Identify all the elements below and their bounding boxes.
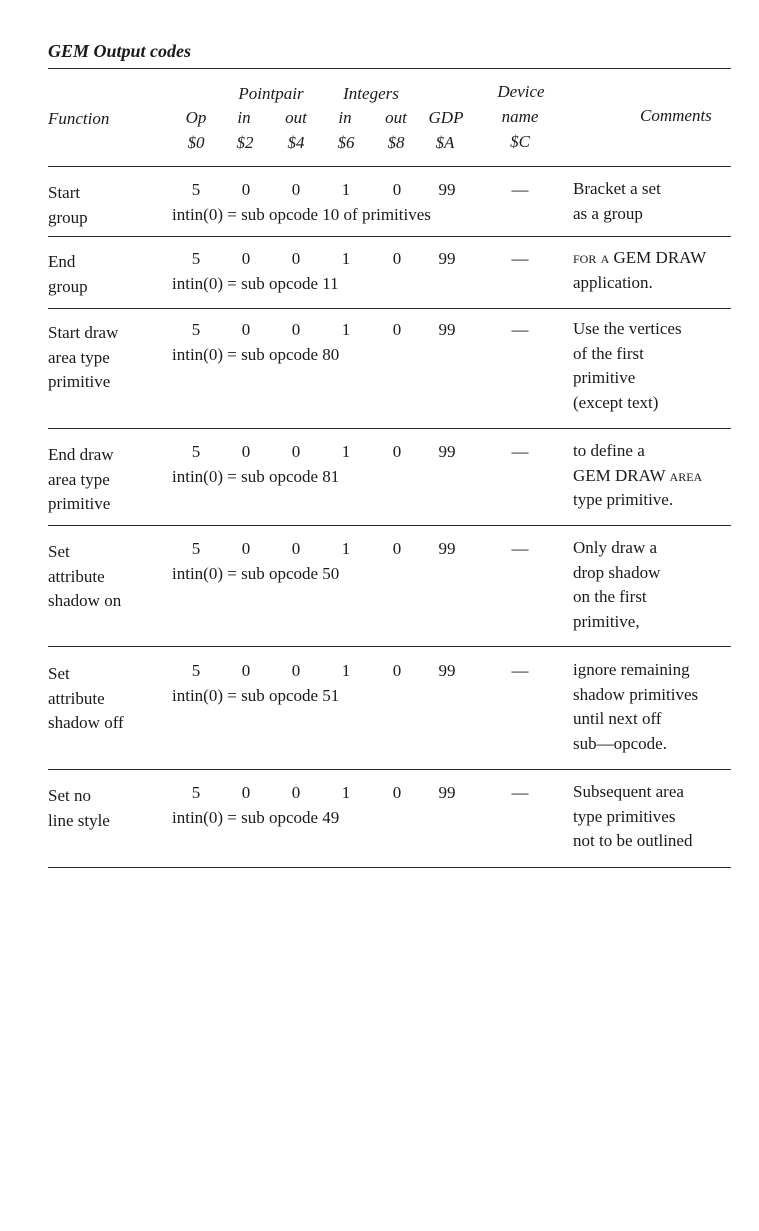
comments xyxy=(573,317,682,415)
page-title: GEM Output codes xyxy=(48,41,192,61)
cell-device: — xyxy=(511,442,529,461)
cell-pp-out: 0 xyxy=(291,249,301,268)
function-name-line: primitive xyxy=(48,372,111,391)
row-rule xyxy=(48,308,731,309)
cell-pp-out: 0 xyxy=(291,783,301,802)
sub-opcode: intin(0) = sub opcode 10 of primitives xyxy=(172,205,431,224)
comment-line: type primitive. xyxy=(573,490,674,509)
comments xyxy=(573,439,702,513)
cell-int-out: 0 xyxy=(392,539,402,558)
cell-int-in: 1 xyxy=(341,661,351,680)
header-comments: Comments xyxy=(640,106,712,125)
comment-line: application. xyxy=(573,272,653,292)
cell-gdp: 99 xyxy=(438,661,456,680)
comment-line: Subsequent area xyxy=(573,782,684,801)
function-name-line: End xyxy=(48,252,76,271)
header-op-code: $0 xyxy=(187,133,205,152)
comment-line: sub—opcode. xyxy=(573,733,667,753)
comment-line: as a group xyxy=(573,203,643,223)
comment-line: not to be outlined xyxy=(573,831,693,850)
function-name-line: area type xyxy=(48,469,110,489)
cell-pp-out: 0 xyxy=(291,539,301,558)
header-pointpair-in-code: $2 xyxy=(236,133,254,152)
cell-int-in: 1 xyxy=(341,783,351,802)
cell-int-out: 0 xyxy=(392,783,402,802)
cell-gdp: 99 xyxy=(438,539,456,558)
header-device-name: name xyxy=(501,107,539,126)
cell-int-in: 1 xyxy=(341,249,351,268)
header-integers-out-code: $8 xyxy=(387,133,405,152)
header-device: Device xyxy=(497,82,545,101)
cell-pp-out: 0 xyxy=(291,442,301,461)
function-name-line: group xyxy=(48,276,88,296)
function-name xyxy=(48,181,88,230)
sub-opcode: intin(0) = sub opcode 50 xyxy=(172,564,340,583)
cell-int-out: 0 xyxy=(392,442,402,461)
cell-gdp: 99 xyxy=(438,249,456,268)
header-pointpair-out: out xyxy=(285,108,307,127)
comments xyxy=(573,177,661,226)
header-integers-in: in xyxy=(338,108,352,127)
comment-line: type primitives xyxy=(573,806,676,826)
cell-pp-in: 0 xyxy=(241,249,251,268)
cell-pp-in: 0 xyxy=(241,783,251,802)
comment-line: (except text) xyxy=(573,392,659,412)
cell-gdp: 99 xyxy=(438,320,456,339)
row-rule xyxy=(48,428,731,429)
function-name-line: area type xyxy=(48,347,110,367)
cell-device: — xyxy=(511,249,529,268)
cell-op: 5 xyxy=(191,320,201,339)
row-rule xyxy=(48,525,731,526)
header-integers-in-code: $6 xyxy=(337,133,355,152)
cell-int-in: 1 xyxy=(341,539,351,558)
cell-device: — xyxy=(511,180,529,199)
cell-pp-in: 0 xyxy=(241,180,251,199)
function-name-line: Start draw xyxy=(48,323,119,342)
cell-int-out: 0 xyxy=(392,249,402,268)
function-name xyxy=(48,443,114,517)
function-name-line: Start xyxy=(48,183,81,202)
function-name-line: shadow off xyxy=(48,713,124,732)
comment-line: ignore remaining xyxy=(573,660,690,679)
cell-int-in: 1 xyxy=(341,180,351,199)
comment-line: primitive, xyxy=(573,611,640,631)
sub-opcode: intin(0) = sub opcode 49 xyxy=(172,808,340,827)
cell-pp-in: 0 xyxy=(241,661,251,680)
cell-op: 5 xyxy=(191,442,201,461)
comment-line: Use the vertices xyxy=(573,319,682,338)
header-pointpair: Pointpair xyxy=(238,84,304,103)
function-name-line: Set xyxy=(48,542,70,561)
cell-int-out: 0 xyxy=(392,661,402,680)
function-name-line: Set xyxy=(48,664,70,683)
header-rule xyxy=(48,166,731,167)
row-rule xyxy=(48,646,731,647)
sub-opcode: intin(0) = sub opcode 51 xyxy=(172,686,340,705)
cell-op: 5 xyxy=(191,783,201,802)
cell-gdp: 99 xyxy=(438,442,456,461)
function-name-line: group xyxy=(48,207,88,227)
cell-int-out: 0 xyxy=(392,180,402,199)
cell-device: — xyxy=(511,320,529,339)
header-function: Function xyxy=(48,109,110,128)
comment-line: shadow primitives xyxy=(573,684,699,704)
row-rule xyxy=(48,236,731,237)
sub-opcode: intin(0) = sub opcode 11 xyxy=(172,274,339,293)
row-rule xyxy=(48,769,731,770)
function-name xyxy=(48,784,110,833)
comment-line: primitive xyxy=(573,368,636,387)
cell-int-in: 1 xyxy=(341,320,351,339)
cell-pp-out: 0 xyxy=(291,320,301,339)
function-name xyxy=(48,662,124,736)
function-name-line: primitive xyxy=(48,494,111,513)
function-name-line: shadow on xyxy=(48,591,122,610)
cell-pp-in: 0 xyxy=(241,539,251,558)
function-name xyxy=(48,321,118,395)
cell-pp-out: 0 xyxy=(291,661,301,680)
function-name-line: attribute xyxy=(48,688,105,708)
top-rule xyxy=(48,68,731,69)
cell-pp-in: 0 xyxy=(241,320,251,339)
sub-opcode: intin(0) = sub opcode 81 xyxy=(172,467,340,486)
cell-int-out: 0 xyxy=(392,320,402,339)
function-name-line: Set no xyxy=(48,786,91,805)
header-pointpair-in: in xyxy=(237,108,251,127)
cell-int-in: 1 xyxy=(341,442,351,461)
sub-opcode: intin(0) = sub opcode 80 xyxy=(172,345,340,364)
cell-op: 5 xyxy=(191,661,201,680)
cell-op: 5 xyxy=(191,539,201,558)
header-op: Op xyxy=(185,108,207,127)
cell-device: — xyxy=(511,783,529,802)
header-integers: Integers xyxy=(343,84,399,103)
cell-gdp: 99 xyxy=(438,180,456,199)
comment-line: on the first xyxy=(573,587,647,606)
comments xyxy=(573,536,660,634)
cell-device: — xyxy=(511,539,529,558)
comment-line: Bracket a set xyxy=(573,179,661,198)
comment-line: until next off xyxy=(573,709,662,728)
row-rule xyxy=(48,867,731,868)
cell-op: 5 xyxy=(191,249,201,268)
comment-line: for a GEM DRAW xyxy=(573,248,707,267)
cell-op: 5 xyxy=(191,180,201,199)
cell-gdp: 99 xyxy=(438,783,456,802)
function-name xyxy=(48,250,88,299)
cell-pp-in: 0 xyxy=(241,442,251,461)
comments xyxy=(573,246,706,295)
header-pointpair-out-code: $4 xyxy=(287,133,305,152)
function-name-line: End draw xyxy=(48,445,114,464)
header-gdp: GDP xyxy=(428,108,464,127)
function-name-line: attribute xyxy=(48,566,105,586)
cell-pp-out: 0 xyxy=(291,180,301,199)
comment-line: drop shadow xyxy=(573,562,661,582)
header-integers-out: out xyxy=(385,108,407,127)
comments xyxy=(573,658,698,756)
header-device-code: $C xyxy=(510,132,530,151)
comment-line: to define a xyxy=(573,441,645,460)
function-name-line: line style xyxy=(48,810,110,830)
header-gdp-code: $A xyxy=(435,133,455,152)
comment-line: GEM DRAW area xyxy=(573,465,703,485)
comment-line: Only draw a xyxy=(573,538,658,557)
comment-line: of the first xyxy=(573,343,644,363)
function-name xyxy=(48,540,121,614)
comments xyxy=(573,780,692,854)
cell-device: — xyxy=(511,661,529,680)
